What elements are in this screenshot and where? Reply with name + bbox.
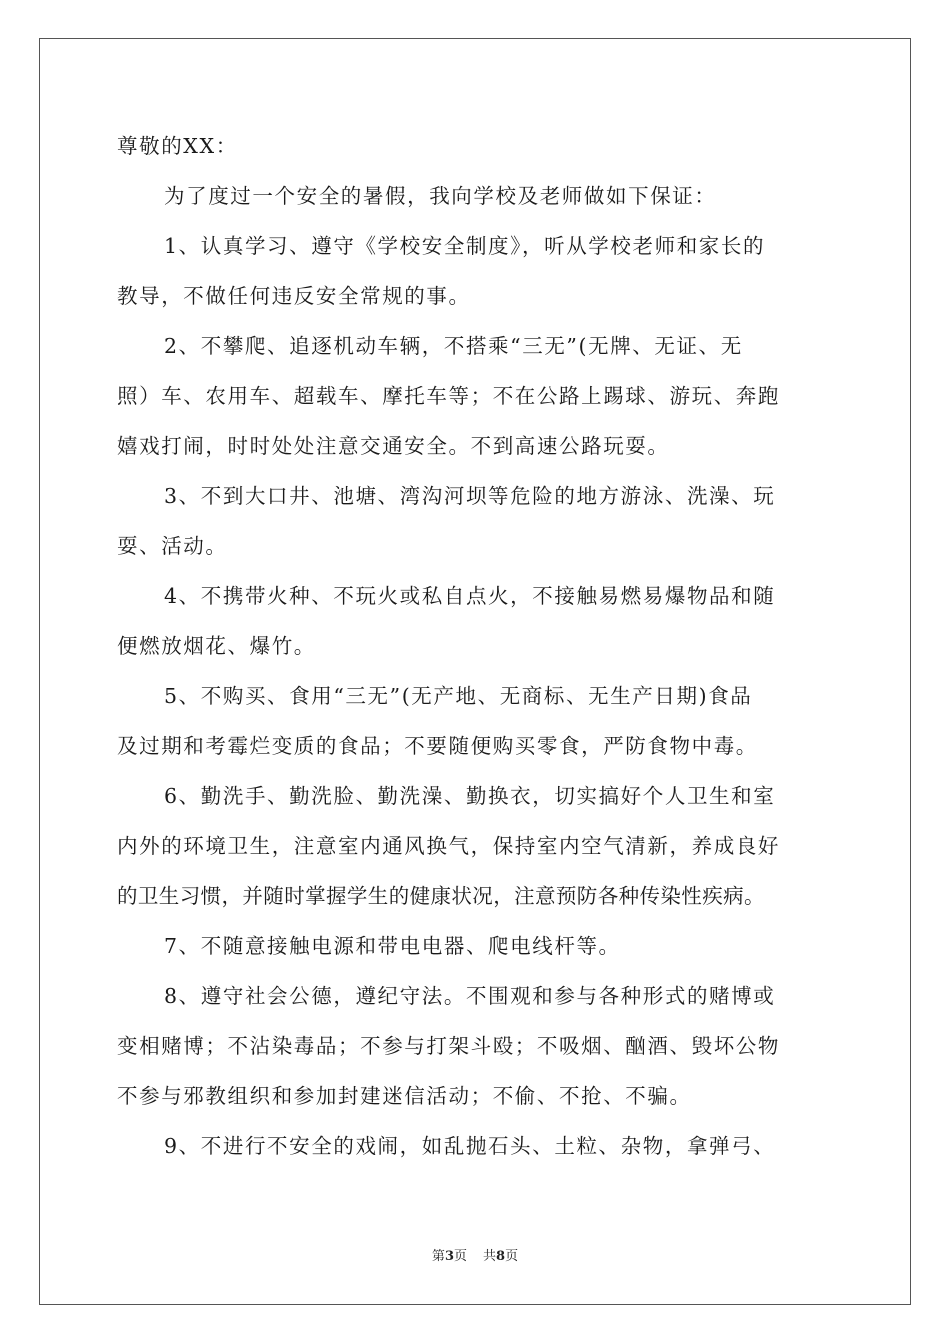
item-6-line-1: 6、勤洗手、勤洗脸、勤洗澡、勤换衣，切实搞好个人卫生和室 — [164, 784, 776, 808]
item-2-line-1: 2、不攀爬、追逐机动车辆，不搭乘“三无”(无牌、无证、无 — [164, 334, 743, 358]
item-1-line-2: 教导，不做任何违反安全常规的事。 — [117, 284, 471, 308]
intro-paragraph: 为了度过一个安全的暑假，我向学校及老师做如下保证： — [164, 184, 717, 208]
page-prefix: 第 — [431, 1249, 445, 1264]
item-8-line-1: 8、遵守社会公德，遵纪守法。不围观和参与各种形式的赌博或 — [164, 984, 776, 1008]
item-2-line-2: 照）车、农用车、超载车、摩托车等；不在公路上踢球、游玩、奔跑 — [117, 384, 780, 408]
salutation: 尊敬的XX： — [117, 134, 238, 158]
total-prefix: 共 — [483, 1249, 497, 1264]
item-8-line-3: 不参与邪教组织和参加封建迷信活动；不偷、不抢、不骗。 — [117, 1084, 692, 1108]
item-3-line-2: 耍、活动。 — [117, 534, 228, 558]
page-suffix: 页 — [453, 1249, 467, 1264]
document-body — [117, 128, 852, 1164]
item-1-line-1: 1、认真学习、遵守《学校安全制度》，听从学校老师和家长的 — [164, 234, 766, 258]
item-4-line-2: 便燃放烟花、爆竹。 — [117, 634, 316, 658]
item-8-line-2: 变相赌博；不沾染毒品；不参与打架斗殴；不吸烟、酗酒、毁坏公物 — [117, 1034, 780, 1058]
total-suffix: 页 — [505, 1249, 519, 1264]
item-7-line-1: 7、不随意接触电源和带电电器、爬电线杆等。 — [164, 934, 621, 958]
item-3-line-1: 3、不到大口井、池塘、湾沟河坝等危险的地方游泳、洗澡、玩 — [164, 484, 776, 508]
page-footer — [0, 1248, 950, 1266]
item-5-line-2: 及过期和考霉烂变质的食品；不要随便购买零食，严防食物中毒。 — [117, 734, 758, 758]
item-6-line-3: 的卫生习惯，并随时掌握学生的健康状况，注意预防各种传染性疾病。 — [117, 884, 765, 908]
item-9-line-1: 9、不进行不安全的戏闹，如乱抛石头、土粒、杂物，拿弹弓、 — [164, 1134, 776, 1158]
page-total: 8 — [496, 1249, 506, 1264]
item-4-line-1: 4、不携带火种、不玩火或私自点火，不接触易燃易爆物品和随 — [164, 584, 776, 608]
page-current: 3 — [444, 1249, 454, 1264]
item-2-line-3: 嬉戏打闹，时时处处注意交通安全。不到高速公路玩耍。 — [117, 434, 670, 458]
item-6-line-2: 内外的环境卫生，注意室内通风换气，保持室内空气清新，养成良好 — [117, 834, 780, 858]
item-5-line-1: 5、不购买、食用“三无”(无产地、无商标、无生产日期)食品 — [164, 684, 753, 708]
